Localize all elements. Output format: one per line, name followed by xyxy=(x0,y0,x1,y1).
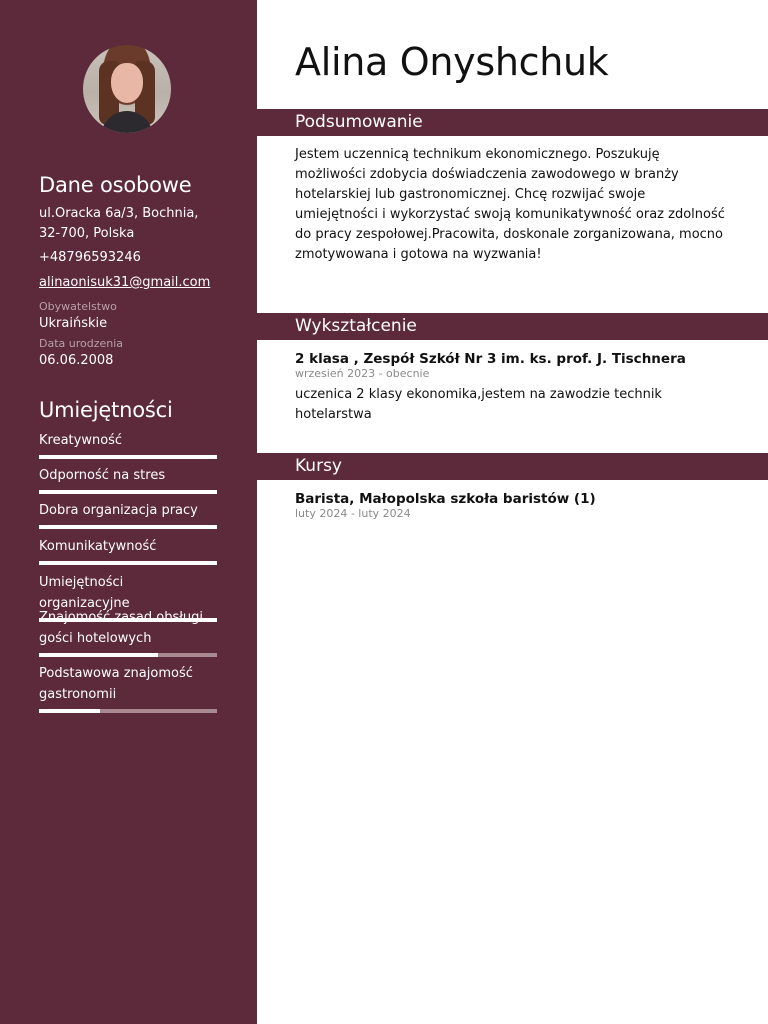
summary-line: zmotywowana i gotowa na wyzwania! xyxy=(295,247,542,262)
skill-name-line2: gastronomii xyxy=(39,687,117,702)
skill-bar-fill xyxy=(39,455,217,459)
skill-bar-fill xyxy=(39,525,217,529)
personal-data-heading: Dane osobowe xyxy=(39,173,192,197)
skill-item xyxy=(39,465,217,494)
birthdate-value: 06.06.2008 xyxy=(39,353,114,368)
courses-title: Kursy xyxy=(295,456,342,476)
courses-section-header xyxy=(257,453,768,480)
skill-item xyxy=(39,500,217,529)
skill-name: Komunikatywność xyxy=(39,539,157,554)
skill-bar-fill xyxy=(39,561,217,565)
education-entry-title: 2 klasa , Zespół Szkół Nr 3 im. ks. prof. J. Tischnera xyxy=(295,351,686,367)
skill-bar xyxy=(39,653,217,657)
education-desc-line: uczenica 2 klasy ekonomika,jestem na zawodzie technik xyxy=(295,387,662,402)
skill-bar-fill xyxy=(39,653,158,657)
citizenship-label: Obywatelstwo xyxy=(39,300,117,313)
skill-name-line2: gości hotelowych xyxy=(39,631,152,646)
skill-name: Kreatywność xyxy=(39,433,123,448)
education-entry-date: wrzesień 2023 - obecnie xyxy=(295,367,430,380)
summary-line: do pracy zespołowej.Pracowita, doskonale zorganizowana, mocno xyxy=(295,227,724,242)
skill-item xyxy=(39,430,217,459)
email-link[interactable]: alinaonisuk31@gmail.com xyxy=(39,275,211,290)
phone-number: +48796593246 xyxy=(39,250,141,265)
course-entry-date: luty 2024 - luty 2024 xyxy=(295,507,411,520)
skill-bar-fill xyxy=(39,709,100,713)
sidebar xyxy=(0,0,257,1024)
summary-section-header xyxy=(257,109,768,136)
skill-bar xyxy=(39,455,217,459)
education-section-header xyxy=(257,313,768,340)
summary-line: Jestem uczennicą technikum ekonomicznego. Poszukuję xyxy=(295,147,660,162)
skill-bar xyxy=(39,709,217,713)
summary-line: umiejętności i wykorzystać swoją komunikatywność oraz zdolność xyxy=(295,207,725,222)
skill-name: Podstawowa znajomość xyxy=(39,666,193,681)
education-description xyxy=(295,385,735,425)
birthdate-label: Data urodzenia xyxy=(39,337,124,350)
summary-text xyxy=(295,145,735,265)
skill-name: Dobra organizacja pracy xyxy=(39,503,198,518)
course-entry-title: Barista, Małopolska szkoła baristów (1) xyxy=(295,491,596,507)
skills-heading: Umiejętności xyxy=(39,398,173,422)
avatar-face xyxy=(111,63,143,103)
address-line2: 32-700, Polska xyxy=(39,226,135,241)
education-desc-line: hotelarstwa xyxy=(295,407,372,422)
candidate-name: Alina Onyshchuk xyxy=(295,40,609,84)
skill-item xyxy=(39,663,217,713)
skill-name: Znajomość zasad obsługi xyxy=(39,610,204,625)
summary-line: hotelarskiej lub gastronomicznej. Chcę rozwijać swoje xyxy=(295,187,646,202)
skill-item xyxy=(39,607,217,657)
skill-name: Odporność na stres xyxy=(39,468,166,483)
skill-item xyxy=(39,536,217,565)
avatar xyxy=(83,45,171,133)
education-title: Wykształcenie xyxy=(295,316,417,336)
address-line1: ul.Oracka 6a/3, Bochnia, xyxy=(39,206,199,221)
skill-bar xyxy=(39,490,217,494)
summary-title: Podsumowanie xyxy=(295,112,423,132)
skill-bar xyxy=(39,561,217,565)
skill-bar xyxy=(39,525,217,529)
summary-line: możliwości zdobycia doświadczenia zawodowego w branży xyxy=(295,167,679,182)
citizenship-value: Ukraińskie xyxy=(39,316,108,331)
skill-bar-fill xyxy=(39,490,217,494)
skill-name: Umiejętności organizacyjne xyxy=(39,575,130,611)
